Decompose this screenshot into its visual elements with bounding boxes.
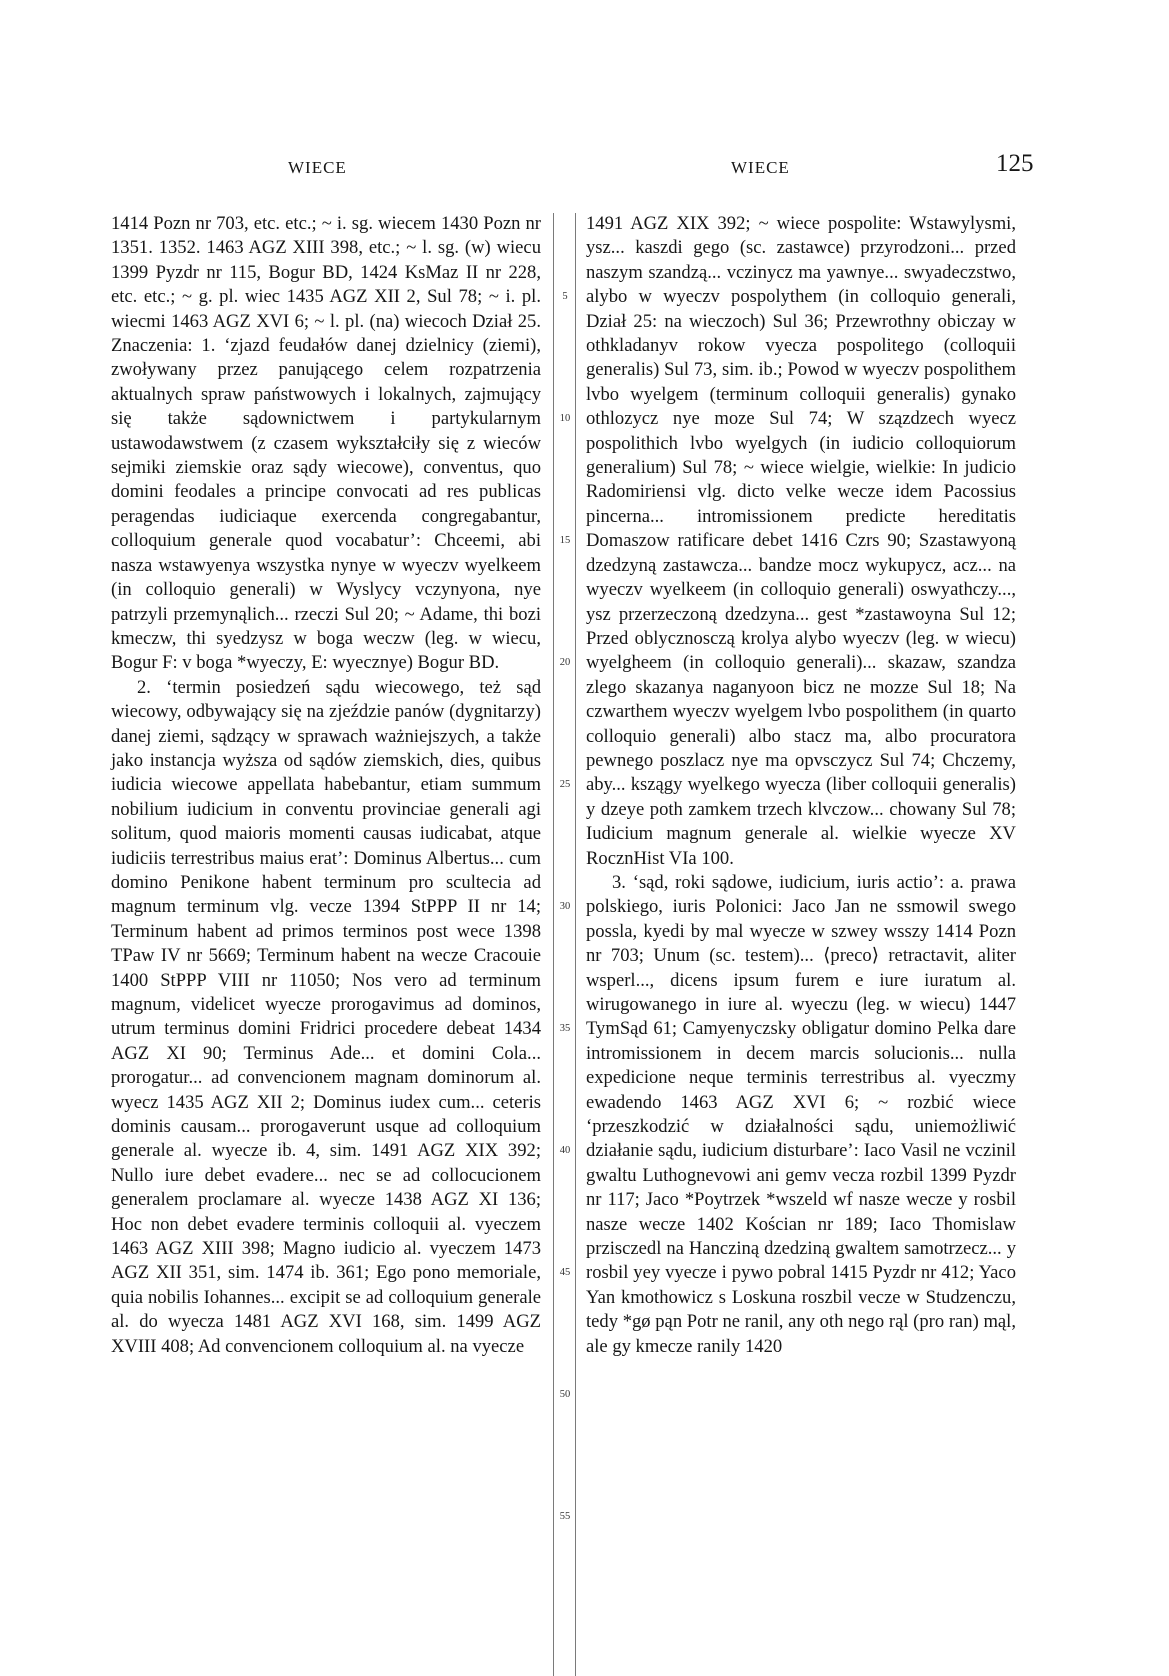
entry-paragraph-sense-2: 2. ‘termin posiedzeń sądu wiecowego, też sąd wiecowy, odbywający się na zjeździe panów (dygnitarzy) danej ziemi, sądzący w sprawach ważniejszych, a także jako instancja wyższa od sądów ziemskich, dies, quibus iudicia wiecowe appellata habebantur, etiam summum nobilium iudicium in conventu provinciae generali agi solitum, quod maioris momenti causas iudicabat, atque iudiciis terrestribus maius erat’: Dominus Albertus... cum domino Penikone habent terminum pro scultecia ad magnum terminum vlg. vecze 1394 StPPP II nr 14; Terminum habent ad primos terminos post wece 1398 TPaw IV nr 5669; Terminum habent na wecze Cracouie 1400 StPPP VIII nr 11050; Nos vero ad terminum magnum, videlicet wyecze prorogavimus ad dominos, utrum terminus domini Fridrici procedere debeat 1434 AGZ XI 90; Terminus Ade... et domini Cola... prorogatur... ad convencionem magnam dominorum al. wyecz 1435 AGZ XII 2; Dominus iudex cum... ceteris dominis causam... prorogaverunt usque ad colloquium generale al. wyecze ib. 4, sim. 1491 AGZ XIX 392; Nullo iure debet evadere... nec se ad collocucionem generalem proclamare al. wyecze 1438 AGZ XI 136; Hoc non debet evadere terminis colloquii al. vyeczem 1463 AGZ XIII 398; Magno iudicio al. vyeczem 1473 AGZ XII 351, sim. 1474 ib. 361; Ego pono memoriale, quia nobilis Iohannes... excipit se ad colloquium generale al. do wyecza 1481 AGZ XVI 168, sim. 1499 AGZ XVIII 408; Ad convencionem colloquium al. na vyecze [111,676,541,1357]
left-column [111,212,541,1359]
line-number: 5 [562,291,568,302]
column-rule-right [575,213,576,1676]
entry-paragraph-wiece-pospolite: 1491 AGZ XIX 392; ~ wiece pospolite: Wstawylysmi, ysz... kaszdi gego (sc. zastawce) przyrodzoni... przed naszym szandzą... vczinycz ma yawnye... swyadeczstwo, alybo w wyeczv pospolythem (in colloquio generali, Dział 25: na wieczoch) Sul 36; Przewrothny obiczay w othkladanyv rokow vyecza pospolitego (colloquii generalis) Sul 73, sim. ib.; Powod w wyeczv pospolithem lvbo wyelgem (terminum colloquii generalis) gynako othlozycz nye moze Sul 74; W szązdzech wyecz pospolithich lvbo wyelgych (in iudicio colloquiorum generalium) Sul 78; ~ wiece wielgie, wielkie: In judicio Radomiriensi vlg. dicto velke wecze idem Pacossius pincerna... intromissionem predicte hereditatis Domaszow ratificare debet 1416 Czrs 90; Szastawyoną dzedzyną zastawcza... bandze mocz wykupycz, acz... na wyeczv wyelkeem (in colloquio generali) oswyathczy..., ysz przerzeczoną dzedzyna... gest *zastawoyna Sul 12; Przed oblycznosczą krolya alybo wyeczv (leg. w wiecu) wyelgheem (in colloquio generali)... skazaw, szandza zlego skazanya naganyoon bicz ne mozze Sul 18; Na czwarthem wyeczv wyelgem lvbo pospolithem (in quarto colloquio generali) albo stacz ma, albo procuratora pewnego poszlacz nye ma opvsczycz Sul 74; Chczemy, aby... kszągy wyelkego wyecza (liber colloquii generalis) y dzeye poth zamkem trzech klvczow... chowany Sul 78; Iudicium magnum generale al. wielkie wyecze XV RocznHist VIa 100. [586,213,1016,869]
line-number: 25 [559,779,571,790]
line-number: 40 [559,1145,571,1156]
line-number: 10 [559,413,571,424]
right-column [586,212,1016,1359]
line-number: 20 [559,657,571,668]
column-rule-left [553,213,554,1676]
line-number: 45 [559,1267,571,1278]
entry-paragraph-sense-3: 3. ‘sąd, roki sądowe, iudicium, iuris actio’: a. prawa polskiego, iuris Polonici: Jaco Jan ne ssmowil swego possla, kyedi by mal wyecze w szwey wsszy 1414 Pozn nr 703; Unum (sc. testem)... ⟨preco⟩ retractavit, aliter wsperl..., dicens ipsum furem e iure iuratum al. wirugowanego in iure al. wyeczu (leg. w wiecu) 1447 TymSąd 61; Camyenyczsky obligatur domino Pelka dare intromissionem in decem marcis solucionis... nulla expedicione neque terminis terrestribus al. vyeczmy ewadendo 1463 AGZ XVI 6; ~ rozbić wiece ‘przeszkodzić w działalności sądu, uniemożliwić działanie sądu, iudicium disturbare’: Iaco Vasil ne vczinil gwaltu Luthognevowi ani gemv vecza rozbil 1399 Pyzdr nr 117; Jaco *Poytrzek *wszeld wf nasze wecze y rosbil nasze wecze 1402 Kościan nr 189; Iaco Thomislaw przisczedl na Hancziną dzedziną gwaltem samotrzecz... y rosbil yey vyecze i pywo pobral 1415 Pyzdr nr 412; Yaco Yan kmothowicz s Loskuna roszbil vecze w Studzenczu, tedy *gø pąn Potr ne ranil, any oth nego rąl (pro ran) mąl, ale gy kmecze ranily 1420 [586,871,1016,1357]
running-header-right: WIECE [731,158,790,177]
line-number: 15 [559,535,571,546]
line-number: 55 [559,1511,571,1522]
line-number: 30 [559,901,571,912]
page-number: 125 [996,150,1034,177]
entry-paragraph-forms: 1414 Pozn nr 703, etc. etc.; ~ i. sg. wiecem 1430 Pozn nr 1351. 1352. 1463 AGZ XIII 398, etc.; ~ l. sg. (w) wiecu 1399 Pyzdr nr 115, Bogur BD, 1424 KsMaz II nr 228, etc. etc.; ~ g. pl. wiec 1435 AGZ XII 2, Sul 78; ~ i. pl. wiecmi 1463 AGZ XVI 6; ~ l. pl. (na) wiecoch Dział 25. Znaczenia: 1. ‘zjazd feudałów danej dzielnicy (ziemi), zwoływany przez panującego celem rozpatrzenia aktualnych spraw państwowych i lokalnych, zajmujący się także sądownictwem i partykularnym ustawodawstwem (z czasem wykształciły się z wieców sejmiki ziemskie oraz sądy wiecowe), conventus, quo domini feodales a principe convocati ad res publicas peragendas iudiciaque exercenda congregabantur, colloquium generale quod vocabatur’: Chceemi, abi nasza wstawyenya wszystka nynye w wyeczv wyelkeem (in colloquio generali) w Wyslycy vczynyona, nye patrzyli przemynąlich... rzeczi Sul 20; ~ Adame, thi bozi kmeczw, thi syedzysz w boga weczw (leg. w wiecu, Bogur F: v boga *wyeczy, E: wyecznye) Bogur BD. [111,213,541,674]
running-header-left: WIECE [288,158,347,177]
line-number: 50 [559,1389,571,1400]
line-number: 35 [559,1023,571,1034]
